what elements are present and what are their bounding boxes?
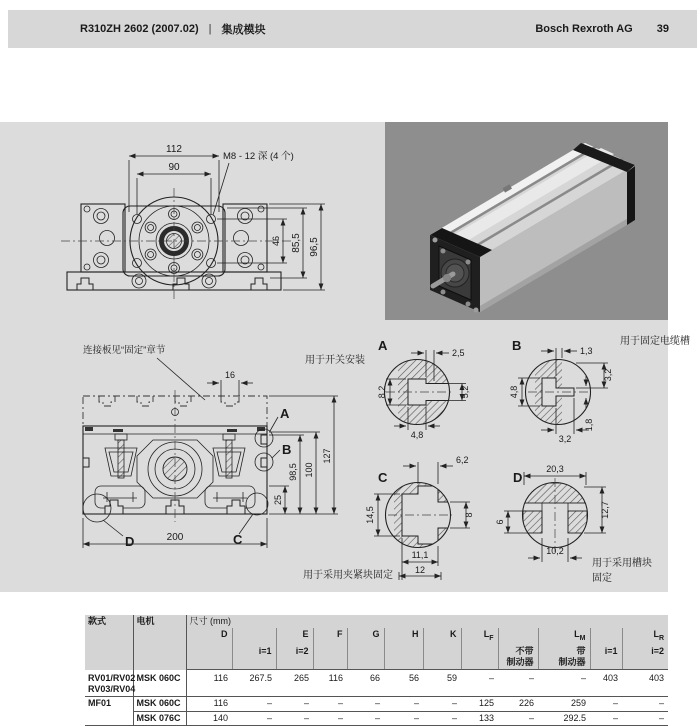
cell-value: 259 [538,697,590,711]
cell-value: 66 [347,670,384,697]
dim-25: 25 [273,494,283,506]
detail-ref-c: C [233,532,243,547]
cell-value: – [622,711,668,725]
col-header-e-i2: i=2 [276,645,313,670]
cell-value: 133 [461,711,498,725]
cell-value: 267.5 [232,670,276,697]
col-header-h: H [384,628,423,645]
cell-value: – [590,711,622,725]
col-header-model: 款式 [85,615,133,670]
dim-46: 46 [271,235,281,247]
dim-100: 100 [304,462,314,478]
cell-value: – [384,711,423,725]
detail-c-caption: 用于采用夹紧块固定 [303,570,393,581]
col-header-g: G [347,628,384,645]
cell-value: – [384,697,423,711]
detail-c-dim-right: 8 [464,512,474,518]
cell-value: – [498,711,538,725]
cell-value: 140 [186,711,232,725]
col-header-brake: 带 制动器 [538,645,590,670]
detail-b-dim-right-top: 3,2 [603,368,613,382]
detail-b-label: B [512,338,522,353]
detail-a [305,338,470,440]
cell-value: 125 [461,697,498,711]
detail-a-caption: 用于开关安装 [305,355,365,366]
doc-code: R310ZH 2602 (2007.02) [80,23,199,35]
dim-16: 16 [224,370,236,380]
col-header-lf: $L_F$ [461,628,498,645]
page-header [8,10,697,48]
detail-b-caption: 用于固定电缆槽 [620,336,690,347]
col-header-f: F [313,628,347,645]
detail-a-dim-left: 8,2 [377,385,387,399]
table-row [85,670,668,697]
col-header-lr-i1: i=1 [590,645,622,670]
cell-value: – [622,697,668,711]
detail-a-dim-bottom: 4,8 [410,430,424,440]
col-header-lr-spacer [590,628,622,645]
detail-d-caption-line2: 固定 [592,573,612,584]
detail-c [303,455,474,581]
dim-96-5: 96,5 [309,237,320,257]
col-header-lm-spacer [498,628,538,645]
cell-value: – [313,711,347,725]
col-header-e1-spacer [232,628,276,645]
cell-value: 403 [590,670,622,697]
detail-d-caption-line1: 用于采用槽块 [592,558,652,569]
cell-value: 226 [498,697,538,711]
cell-value: 292.5 [538,711,590,725]
cell-motor: MSK 060C [133,670,186,697]
cell-value: – [461,670,498,697]
cell-motor: MSK 076C [133,711,186,725]
company-name: Bosch Rexroth AG [535,23,633,35]
detail-d-dim-left: 6 [495,519,505,525]
cell-value: – [423,697,461,711]
cell-value: 116 [186,670,232,697]
col-header-no-brake: 不带 制动器 [498,645,538,670]
detail-ref-a: A [280,406,290,421]
table-row [85,711,668,725]
body-profile [83,390,267,522]
cell-value: 59 [423,670,461,697]
header-separator: | [208,23,212,35]
cell-value: – [232,697,276,711]
detail-c-dim-left: 14,5 [365,506,375,524]
cell-value: 116 [186,697,232,711]
detail-d [495,464,652,584]
header-right [535,23,669,35]
detail-d-label: D [513,470,523,485]
detail-a-dim-top: 2,5 [452,348,465,358]
dim-90: 90 [168,162,180,173]
detail-b-dim-left: 4,8 [509,385,519,399]
detail-c-dim-bottom-inner: 11,1 [411,550,429,560]
detail-b [509,334,690,444]
detail-views [290,330,700,592]
doc-title: 集成模块 [221,24,266,36]
cell-motor: MSK 060C [133,697,186,711]
col-header-d: D [186,628,232,645]
col-header-lr-i2: i=2 [622,645,668,670]
cell-value: 56 [384,670,423,697]
col-header-motor: 电机 [133,615,186,670]
section-note: 连接板见“固定”章节 [83,345,166,356]
detail-b-dim-bottom: 3,2 [558,434,572,444]
page-number: 39 [656,23,669,35]
cell-value: – [423,711,461,725]
cell-value: – [276,697,313,711]
table-row [85,697,668,711]
col-header-dimensions: 尺寸 (mm) [189,616,231,626]
detail-c-dim-bottom-outer: 12 [414,565,426,575]
cell-value: – [276,711,313,725]
col-header-k: K [423,628,461,645]
detail-a-dim-right: 5,2 [460,385,470,399]
cell-value: – [347,697,384,711]
thread-note: M8 - 12 深 (4 个) [223,151,294,162]
cell-value: – [232,711,276,725]
cell-value: – [313,697,347,711]
detail-ref-d: D [125,534,135,549]
dimensions-table [85,615,668,726]
detail-ref-b: B [282,442,292,457]
dim-85-5: 85,5 [291,233,302,253]
dim-98-5: 98,5 [288,463,298,481]
cell-value: 116 [313,670,347,697]
detail-a-label: A [378,338,388,353]
detail-d-dim-bottom: 10,2 [546,546,564,556]
detail-d-dim-right: 12,7 [600,501,610,519]
detail-d-dim-top: 20,3 [546,464,564,474]
detail-c-label: C [378,470,388,485]
detail-b-dim-throat: 1,8 [584,418,594,432]
col-header-lm: $L_M$ [538,628,590,645]
product-photo-render [385,122,668,320]
cell-value: – [347,711,384,725]
col-header-e: E [276,628,313,645]
cell-value: – [498,670,538,697]
header-left [80,21,266,37]
cell-value: 265 [276,670,313,697]
cell-value: 403 [622,670,668,697]
cell-value: – [590,697,622,711]
detail-c-dim-top: 6,2 [456,455,469,465]
product-photo [385,122,668,320]
top-view-drawing [55,126,347,330]
cell-model: RV01/RV02 RV03/RV04 [85,670,133,697]
col-header-lr: $L_R$ [653,629,665,643]
dimension-lines [129,144,325,290]
dim-200: 200 [166,532,184,543]
col-header-e-i1: i=1 [232,645,276,670]
cell-value: – [538,670,590,697]
dim-112: 112 [166,144,182,155]
detail-b-dim-top: 1,3 [580,346,593,356]
cell-model: MF01 [85,697,133,726]
dim-127: 127 [322,448,332,464]
